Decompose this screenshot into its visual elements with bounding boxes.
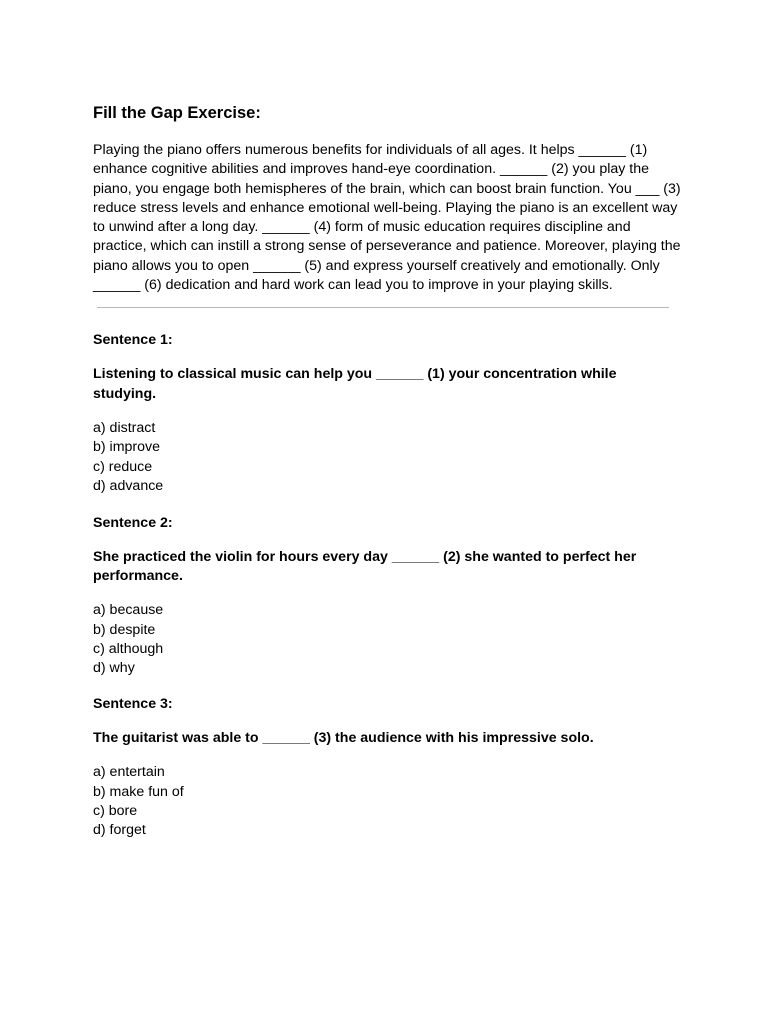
option-d: d) why: [93, 660, 135, 677]
document-page: [93, 102, 683, 841]
option-list: [93, 419, 683, 497]
question-1: [93, 331, 683, 496]
question-sentence: Listening to classical music can help you ______ (1) your concentration while studying.: [93, 366, 617, 402]
option-list: [93, 763, 683, 841]
option-c: c) bore: [93, 802, 138, 819]
page-title: Fill the Gap Exercise:: [93, 104, 261, 122]
question-2: [93, 514, 683, 679]
option-c: c) although: [93, 641, 164, 657]
question-heading: Sentence 1:: [93, 332, 173, 349]
question-3: [93, 695, 683, 841]
question-heading: Sentence 2:: [93, 514, 173, 531]
option-d: d) advance: [93, 478, 164, 495]
option-b: b) despite: [93, 621, 156, 638]
section-divider: [97, 307, 669, 308]
option-b: b) make fun of: [93, 783, 184, 800]
option-c: c) reduce: [93, 458, 153, 475]
option-a: a) entertain: [93, 764, 165, 781]
option-d: d) forget: [93, 822, 146, 839]
option-b: b) improve: [93, 439, 161, 456]
option-a: a) distract: [93, 419, 156, 436]
passage-paragraph: Playing the piano offers numerous benefits for individuals of all ages. It helps ______ (1) enhance cognitive abilities and improves hand-eye coordination. ______ (2) you play the piano, you engage both hemispheres of the brain, which can boost brain function. You ___ (3) reduce stress levels and enhance emotional well-being. Playing the piano is an excellent way to unwind after a long day. ______ (4) form of music education requires discipline and practice, which can instill a strong sense of perseverance and patience. Moreover, playing the piano allows you to open ______ (5) and express yourself creatively and emotionally. Only ______ (6) dedication and hard work can lead you to improve in your playing skills.: [93, 142, 681, 294]
option-list: [93, 601, 683, 679]
question-sentence: The guitarist was able to ______ (3) the audience with his impressive solo.: [93, 729, 594, 746]
question-heading: Sentence 3:: [93, 695, 173, 712]
option-a: a) because: [93, 602, 164, 619]
question-sentence: She practiced the violin for hours every day ______ (2) she wanted to perfect her performance.: [93, 548, 637, 584]
